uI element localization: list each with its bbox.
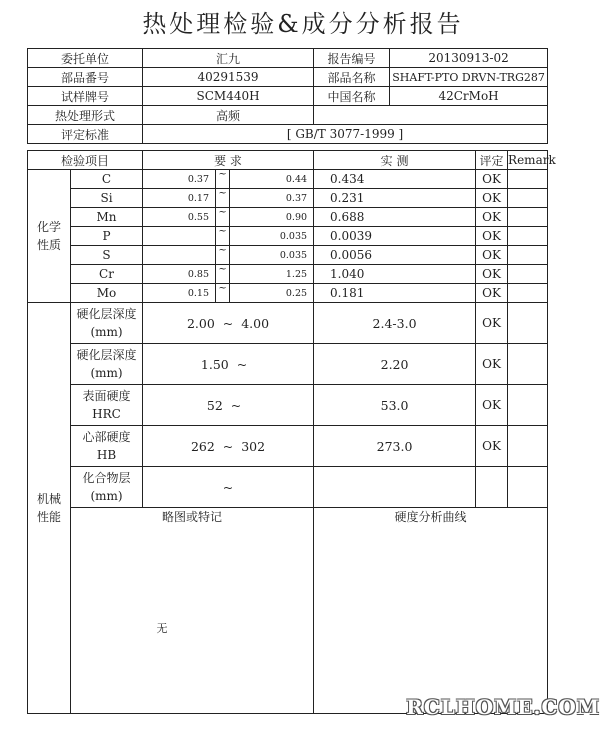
remark: [508, 227, 548, 246]
element: Mn: [71, 208, 143, 227]
table-row: [28, 426, 548, 467]
measured-value: 0.181: [314, 284, 476, 303]
client-label: 委托单位: [28, 49, 143, 68]
table-row: [28, 170, 548, 189]
min-value: 2.00: [186, 315, 215, 331]
rating: [476, 467, 508, 508]
mech-requirement: [143, 344, 314, 385]
remark: [508, 467, 548, 508]
part-name-value: SHAFT-PTO DRVN-TRG287: [390, 68, 548, 87]
spacer: [28, 144, 548, 151]
max-value: 0.035: [230, 246, 314, 265]
report-title: 热处理检验&成分分析报告: [142, 10, 464, 38]
curve-label: 硬度分析曲线: [314, 508, 548, 527]
remark: [508, 265, 548, 284]
measured-value: 2.4-3.0: [314, 303, 476, 344]
mech-item: 心部硬度HB: [71, 426, 143, 467]
remark: [508, 170, 548, 189]
report-no-value: 20130913-02: [390, 49, 548, 68]
min-value: 0.15: [143, 284, 216, 303]
rating: OK: [476, 385, 508, 426]
header-row-standard: [28, 125, 548, 144]
measured-value: 0.0056: [314, 246, 476, 265]
remark: [508, 426, 548, 467]
mech-requirement: [143, 385, 314, 426]
tilde: ~: [222, 315, 234, 331]
measured-value: 0.231: [314, 189, 476, 208]
mech-requirement: [143, 426, 314, 467]
cn-name-label: 中国名称: [314, 87, 390, 106]
ht-form-label: 热处理形式: [28, 106, 143, 125]
col-measured: 实 测: [314, 151, 476, 170]
tilde: ~: [222, 438, 234, 454]
client-value: 汇九: [143, 49, 314, 68]
part-no-label: 部品番号: [28, 68, 143, 87]
col-requirement: 要 求: [143, 151, 314, 170]
min-value: 52: [206, 397, 223, 413]
remark: [508, 246, 548, 265]
rating: OK: [476, 426, 508, 467]
min-value: 0.55: [143, 208, 216, 227]
min-value: 1.50: [200, 356, 229, 372]
mech-requirement: [143, 303, 314, 344]
part-name-label: 部品名称: [314, 68, 390, 87]
header-row-client: [28, 49, 548, 68]
mech-item: 硬化层深度(mm): [71, 303, 143, 344]
grade-value: SCM440H: [143, 87, 314, 106]
rating: OK: [476, 208, 508, 227]
column-header-row: [28, 151, 548, 170]
col-rating: 评定: [476, 151, 508, 170]
table-row: [28, 344, 548, 385]
measured-value: 53.0: [314, 385, 476, 426]
max-value: 0.37: [230, 189, 314, 208]
table-row: [28, 208, 548, 227]
table-row: [28, 385, 548, 426]
measured-value: 0.688: [314, 208, 476, 227]
mech-item: 化合物层(mm): [71, 467, 143, 508]
tilde: ~: [216, 189, 230, 208]
rating: OK: [476, 303, 508, 344]
table-row: [28, 227, 548, 246]
min-value: 0.37: [143, 170, 216, 189]
measured-value: 2.20: [314, 344, 476, 385]
mech-requirement: [143, 467, 314, 508]
element: S: [71, 246, 143, 265]
header-row-part: [28, 68, 548, 87]
min-value: [143, 246, 216, 265]
table-row: [28, 246, 548, 265]
chemistry-group-label: 化学性质: [28, 170, 71, 303]
rating: OK: [476, 189, 508, 208]
tilde: ~: [236, 356, 248, 372]
mech-item: 硬化层深度(mm): [71, 344, 143, 385]
curve-area: [314, 526, 548, 714]
table-row: [28, 467, 548, 508]
tilde: ~: [216, 265, 230, 284]
max-value: 0.44: [230, 170, 314, 189]
table-row: [28, 189, 548, 208]
tilde: ~: [216, 284, 230, 303]
min-value: 262: [190, 438, 215, 454]
element: C: [71, 170, 143, 189]
tilde: ~: [216, 170, 230, 189]
measured-value: 0.434: [314, 170, 476, 189]
element: Si: [71, 189, 143, 208]
rating: OK: [476, 227, 508, 246]
report-table: [27, 48, 556, 714]
col-item: 检验项目: [28, 151, 143, 170]
cn-name-value: 42CrMoH: [390, 87, 548, 106]
element: Mo: [71, 284, 143, 303]
standard-label: 评定标准: [28, 125, 143, 144]
remark: [508, 189, 548, 208]
tilde: ~: [222, 479, 234, 495]
sketch-label: 略图或特记: [71, 508, 314, 527]
rating: OK: [476, 344, 508, 385]
remark: [508, 284, 548, 303]
measured-value: 273.0: [314, 426, 476, 467]
max-value: 0.25: [230, 284, 314, 303]
grade-label: 试样牌号: [28, 87, 143, 106]
rating: OK: [476, 246, 508, 265]
table-row: [28, 303, 548, 344]
tilde: ~: [230, 397, 242, 413]
tilde: ~: [216, 246, 230, 265]
element: Cr: [71, 265, 143, 284]
element: P: [71, 227, 143, 246]
rating: OK: [476, 170, 508, 189]
max-value: 1.25: [230, 265, 314, 284]
table-row: [28, 265, 548, 284]
ht-form-value: 高频: [143, 106, 314, 125]
measured-value: 0.0039: [314, 227, 476, 246]
min-value: [143, 227, 216, 246]
remark: [508, 208, 548, 227]
ht-form-empty: [314, 106, 548, 125]
standard-value: [ GB/T 3077-1999 ]: [143, 125, 548, 144]
measured-value: [314, 467, 476, 508]
table-row: [28, 284, 548, 303]
sketch-value: 无: [156, 622, 168, 635]
mech-item: 表面硬度HRC: [71, 385, 143, 426]
min-value: 0.17: [143, 189, 216, 208]
max-value: 0.035: [230, 227, 314, 246]
tilde: ~: [216, 208, 230, 227]
tilde: ~: [216, 227, 230, 246]
measured-value: 1.040: [314, 265, 476, 284]
remark: [508, 344, 548, 385]
part-no-value: 40291539: [143, 68, 314, 87]
remark: [508, 385, 548, 426]
rating: OK: [476, 265, 508, 284]
min-value: 0.85: [143, 265, 216, 284]
remark: [508, 303, 548, 344]
mechanical-group-label: 机械性能: [28, 303, 71, 714]
sketch-body-row: [28, 526, 548, 714]
header-row-grade: [28, 87, 548, 106]
sketch-header-row: [28, 508, 548, 527]
report-no-label: 报告编号: [314, 49, 390, 68]
spacer-row: [28, 144, 548, 151]
max-value: 0.90: [230, 208, 314, 227]
header-row-ht-form: [28, 106, 548, 125]
max-value: 302: [241, 438, 266, 454]
watermark-logo: RCLHOME.COM: [406, 695, 600, 719]
col-remark: Remark: [508, 151, 548, 170]
sketch-area: [71, 526, 314, 714]
rating: OK: [476, 284, 508, 303]
max-value: 4.00: [241, 315, 270, 331]
